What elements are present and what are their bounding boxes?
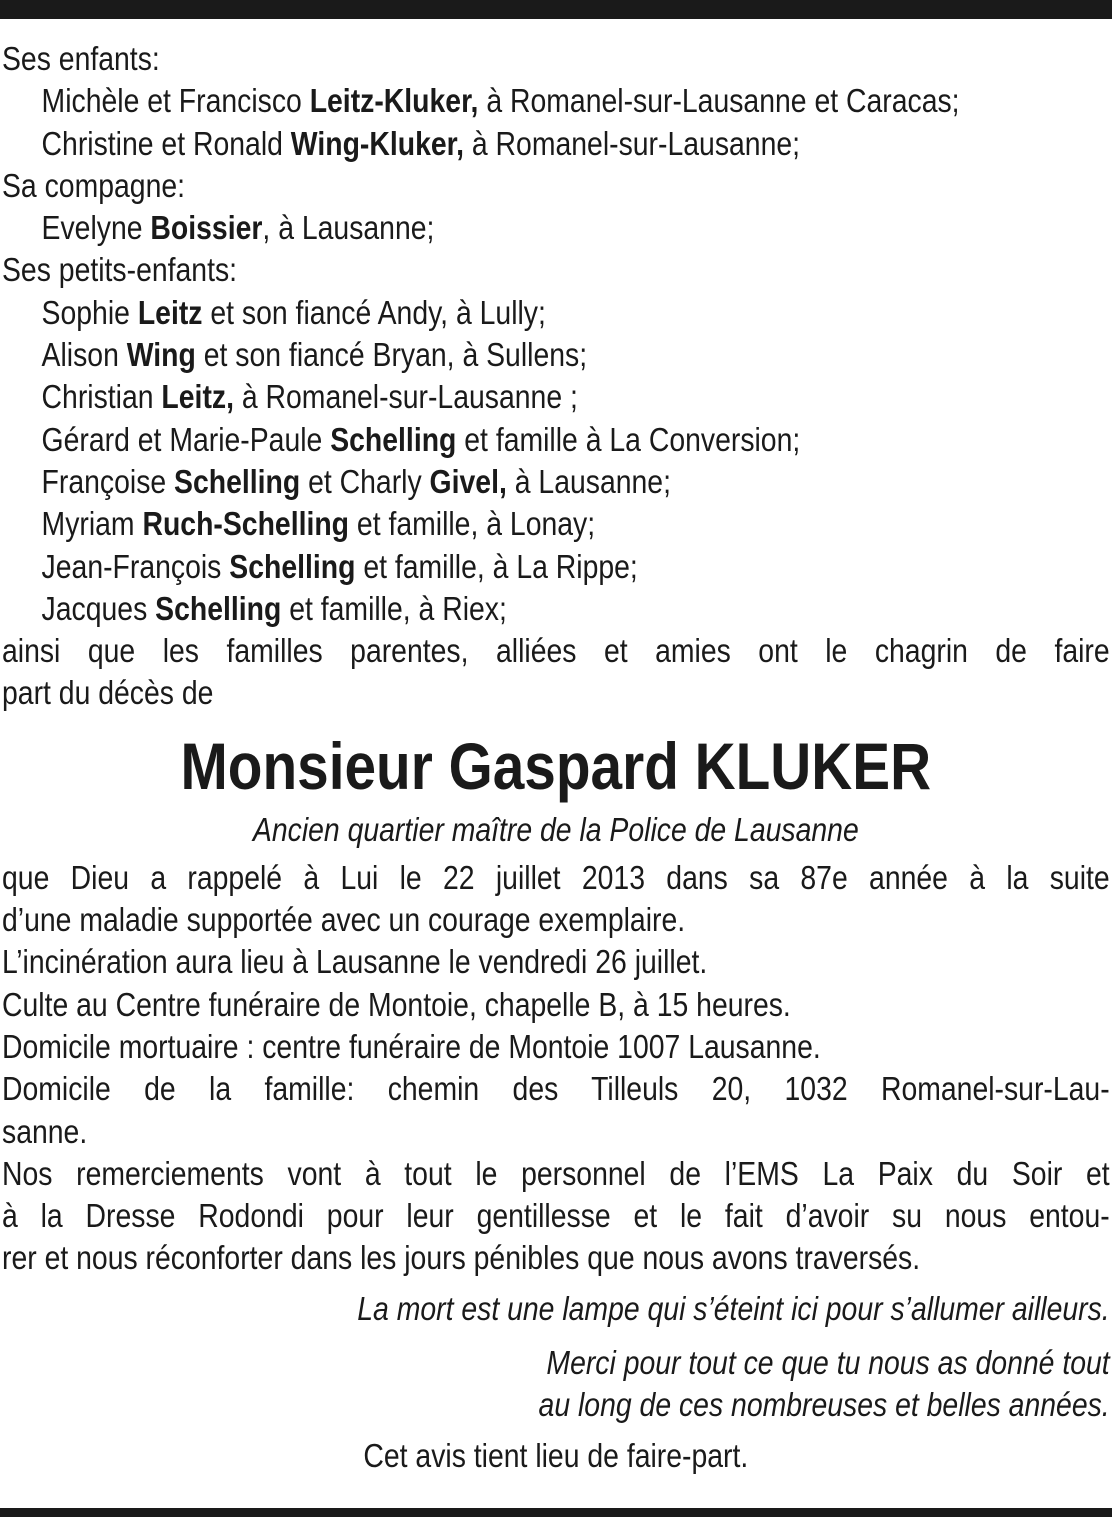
child-location: à Romanel-sur-Lausanne et Caracas; [478, 82, 960, 120]
relative-location: et famille, à Riex; [281, 589, 507, 627]
relative-surname: Schelling [174, 462, 301, 500]
announcement-text: ainsi que les familles parentes, alliées et amies ont le chagrin de faire [2, 632, 1110, 670]
thanks-text: à la Dresse Rodondi pour leur gentillesse et le fait d’avoir su nous entou- [2, 1197, 1110, 1235]
children-heading: Ses enfants: [2, 40, 160, 77]
deceased-title: Ancien quartier maître de la Police de Lausanne [252, 810, 859, 848]
details-text: que Dieu a rappelé à Lui le 22 juillet 2013 dans sa 87e année à la suite [2, 858, 1110, 896]
service-info: Culte au Centre funéraire de Montoie, chapelle B, à 15 heures. [2, 985, 791, 1023]
grandchild-name: Christian [41, 378, 162, 416]
relative-surname: Schelling [229, 547, 356, 585]
relative-location: à Lausanne; [506, 462, 671, 500]
obituary-notice [2, 38, 1110, 1477]
grandchild-surname: Leitz [137, 293, 203, 331]
details-text: d’une maladie supportée avec un courage exemplaire. [2, 901, 686, 939]
relative-entry [2, 461, 1110, 503]
child-name: Christine et Ronald [41, 124, 291, 162]
child-location: à Romanel-sur-Lausanne; [464, 124, 801, 162]
relative-name: Myriam [41, 505, 143, 543]
relative-name: Gérard et Marie-Paule [41, 420, 331, 458]
child-surname: Wing-Kluker, [290, 124, 465, 162]
relative-entry [2, 503, 1110, 545]
companion-surname: Boissier [150, 209, 263, 247]
family-address: Domicile de la famille: chemin des Tilleuls 20, 1032 Romanel-sur-Lau- [2, 1070, 1110, 1108]
thanks-text: rer et nous réconforter dans les jours pénibles que nous avons traversés. [2, 1239, 921, 1277]
grandchild-location: et son fiancé Bryan, à Sullens; [195, 336, 588, 374]
grandchild-entry [2, 334, 1110, 376]
grandchild-surname: Wing [126, 336, 196, 374]
relative-surname: Schelling [155, 589, 282, 627]
grandchild-location: à Romanel-sur-Lausanne ; [233, 378, 578, 416]
relative-entry [2, 419, 1110, 461]
top-rule [0, 0, 1112, 19]
companion-heading: Sa compagne: [2, 166, 186, 204]
relative-name: Jean-François [41, 547, 230, 585]
grandchild-surname: Leitz, [161, 378, 234, 416]
relative-entry [2, 588, 1110, 630]
announcement-text: part du décès de [2, 674, 214, 712]
thanks-text: Nos remerciements vont à tout le personnel de l’EMS La Paix du Soir et [2, 1154, 1110, 1192]
grandchild-entry [2, 292, 1110, 334]
relative-surname: Ruch-Schelling [142, 505, 350, 543]
quote-thanks: au long de ces nombreuses et belles années. [538, 1386, 1110, 1424]
companion-location: , à Lausanne; [262, 209, 435, 247]
mortuary-address: Domicile mortuaire : centre funéraire de Montoie 1007 Lausanne. [2, 1027, 821, 1065]
cremation-info: L’incinération aura lieu à Lausanne le vendredi 26 juillet. [2, 943, 708, 981]
deceased-name: Monsieur Gaspard KLUKER [180, 728, 932, 803]
closing-note: Cet avis tient lieu de faire-part. [363, 1436, 749, 1474]
companion-entry [2, 207, 1110, 249]
companion-name: Evelyne [41, 209, 151, 247]
child-entry [2, 123, 1110, 165]
quote-lamp: La mort est une lampe qui s’éteint ici pour s’allumer ailleurs. [357, 1289, 1110, 1327]
child-surname: Leitz-Kluker, [309, 82, 479, 120]
relative-location: et famille à La Conversion; [456, 420, 801, 458]
relative-entry [2, 546, 1110, 588]
bottom-rule [0, 1508, 1112, 1517]
relative-partner-surname: Givel, [429, 462, 507, 500]
relative-name: Jacques [41, 589, 156, 627]
grandchild-name: Sophie [41, 293, 138, 331]
grandchild-location: et son fiancé Andy, à Lully; [202, 293, 546, 331]
relative-partner: et Charly [300, 462, 430, 500]
child-entry [2, 80, 1110, 122]
quote-thanks: Merci pour tout ce que tu nous as donné tout [546, 1344, 1110, 1382]
child-name: Michèle et Francisco [41, 82, 310, 120]
grandchild-name: Alison [41, 336, 127, 374]
relative-location: et famille, à La Rippe; [355, 547, 638, 585]
relative-surname: Schelling [330, 420, 457, 458]
family-address: sanne. [2, 1112, 88, 1150]
grandchildren-heading: Ses petits-enfants: [2, 251, 238, 289]
relative-location: et famille, à Lonay; [349, 505, 596, 543]
grandchild-entry [2, 376, 1110, 418]
relative-name: Françoise [41, 462, 175, 500]
